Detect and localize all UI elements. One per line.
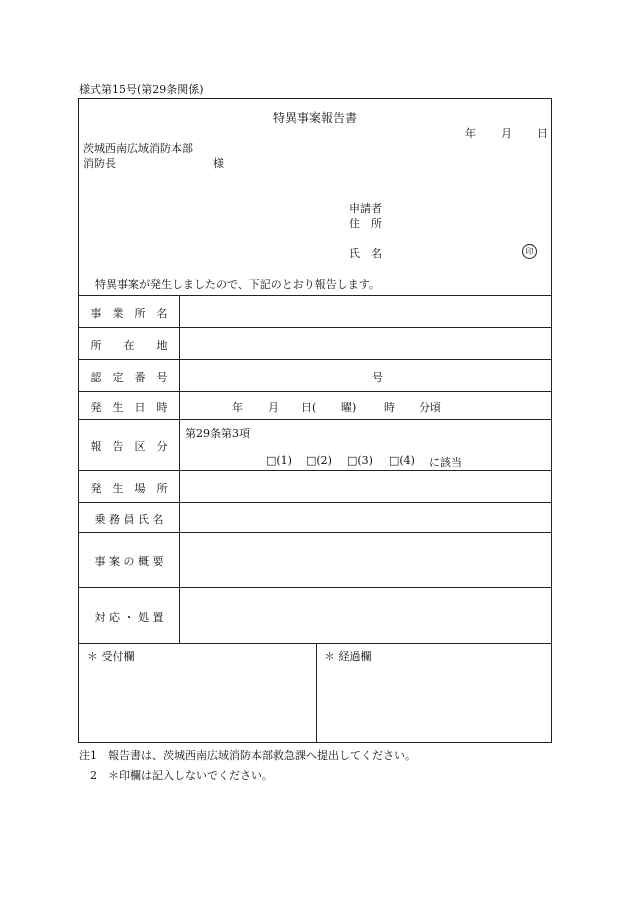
label-cert-no: 認 定 番 号	[90, 371, 168, 384]
seal-mark: 印	[522, 244, 537, 259]
form-title: 特異事案報告書	[272, 111, 357, 125]
category-option-1[interactable]: □(1)	[266, 454, 292, 467]
datetime-year: 年	[232, 401, 243, 414]
addressee-org: 茨城西南広域消防本部	[83, 142, 193, 155]
datetime-minute: 分頃	[419, 401, 441, 414]
label-location: 所 在 地	[90, 339, 168, 352]
date-day: 日	[537, 127, 548, 140]
date-year: 年	[465, 127, 476, 140]
label-crew-name: 乗 務 員 氏 名	[94, 513, 164, 526]
label-report-category: 報 告 区 分	[90, 440, 168, 453]
label-office-name: 事 業 所 名	[90, 307, 168, 320]
addressee-chief: 消防長	[83, 157, 116, 170]
report-form	[78, 98, 552, 743]
applicant-name-label: 氏 名	[349, 247, 382, 260]
applicant-label: 申請者	[349, 202, 382, 215]
date-month: 月	[501, 127, 512, 140]
reception-label: ＊ 受付欄	[87, 650, 135, 663]
category-option-4[interactable]: □(4)	[389, 454, 415, 467]
datetime-weekday: 曜)	[341, 401, 357, 414]
label-place: 発 生 場 所	[90, 482, 168, 495]
datetime-hour: 時	[384, 401, 395, 414]
datetime-day: 日(	[301, 401, 317, 414]
label-occurred-at: 発 生 日 時	[90, 401, 168, 414]
datetime-month: 月	[268, 401, 279, 414]
label-summary: 事 案 の 概 要	[94, 555, 164, 568]
note-2: 2 ＊印欄は記入しないでください。	[79, 769, 273, 782]
addressee-honorific: 様	[213, 157, 224, 170]
label-response: 対 応 ・ 処 置	[94, 611, 164, 624]
progress-label: ＊ 経過欄	[324, 650, 372, 663]
cert-no-suffix: 号	[372, 371, 383, 384]
form-caption: 様式第15号(第29条関係)	[79, 83, 204, 96]
category-suffix: に該当	[429, 456, 462, 469]
intro-text: 特異事案が発生しましたので、下記のとおり報告します。	[95, 278, 380, 291]
applicant-address-label: 住 所	[349, 217, 382, 230]
category-clause: 第29条第3項	[185, 427, 250, 440]
category-option-3[interactable]: □(3)	[347, 454, 373, 467]
note-1: 注1 報告書は、茨城西南広域消防本部救急課へ提出してください。	[79, 749, 416, 762]
category-option-2[interactable]: □(2)	[306, 454, 332, 467]
